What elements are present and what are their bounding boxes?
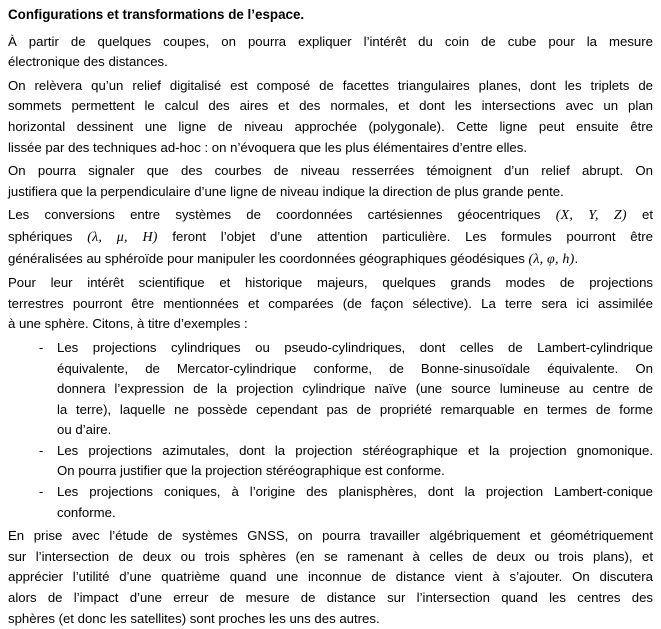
dash-bullet-icon: - xyxy=(39,484,44,500)
list-item-text-azimutales xyxy=(57,441,653,482)
text-line xyxy=(8,76,653,97)
math-expression: (λ, μ, H) xyxy=(87,229,158,245)
text-run: sommets permettent le calcul des aires et des normales, et dont les intersections avec un plan xyxy=(8,98,653,114)
text-run: À partir de quelques coupes, on pourra expliquer l’intérêt du coin de cube pour la mesure xyxy=(8,33,653,49)
math-expression: (X, Y, Z) xyxy=(555,208,627,224)
paragraph-projections-intro xyxy=(8,273,653,335)
text-run: lissée par des techniques ad-hoc : on n’évoquera que les plus élémentaires d’entre elles. xyxy=(8,139,528,155)
text-line xyxy=(8,294,653,315)
text-run: généralisées au sphéroïde pour manipuler les coordonnées géographiques géodésiques xyxy=(8,250,529,266)
text-run: On relèvera qu’un relief digitalisé est composé de facettes triangulaires planes, dont les triplets de xyxy=(8,77,653,93)
text-line xyxy=(8,161,653,182)
math-expression: (λ, φ, h) xyxy=(528,251,575,267)
dash-bullet-icon: - xyxy=(39,442,44,458)
text-run: sphériques xyxy=(8,228,88,244)
list-item-text-cylindriques xyxy=(57,338,653,441)
text-line xyxy=(8,32,653,53)
text-run: ou d’aire. xyxy=(57,422,112,438)
list-item-coniques xyxy=(8,482,653,523)
text-line xyxy=(8,52,653,73)
text-line xyxy=(8,249,653,271)
text-run: Pour leur intérêt scientifique et historique majeurs, quelques grands modes de projections xyxy=(8,275,653,291)
text-line xyxy=(8,182,653,203)
text-line xyxy=(8,205,653,227)
text-line xyxy=(8,567,653,588)
text-run: apprécier l’utilité d’une quatrième quand une inconnue de distance vient à s’ajouter. On discutera xyxy=(8,569,653,585)
text-line xyxy=(57,503,653,524)
paragraph-conversions-coordonnees xyxy=(8,205,653,270)
text-run: En prise avec l’étude de systèmes GNSS, on pourra travailler algébriquement et géométriquement xyxy=(8,528,653,544)
text-run: alors de l’impact d’une erreur de mesure de distance sur l’intersection quand les centres des xyxy=(8,590,653,606)
text-run: Les projections azimutales, dont la projection stéréographique et la projection gnomonique. xyxy=(57,442,653,458)
text-run: Les projections cylindriques ou pseudo-cylindriques, dont celles de Lambert-cylindrique xyxy=(57,339,653,355)
text-run: sphères (et donc les satellites) sont proches les uns des autres. xyxy=(8,610,380,626)
text-line xyxy=(8,609,653,629)
dash-bullet-icon: - xyxy=(39,339,44,355)
text-line xyxy=(8,227,653,249)
text-run: On pourra justifier que la projection stéréographique est conforme. xyxy=(57,463,445,479)
text-run: sur l’intersection de deux ou trois sphères (en se ramenant à celles de deux ou trois plans), et xyxy=(8,548,653,564)
list-item-text-coniques xyxy=(57,482,653,523)
text-run: horizontal dessinent une ligne de niveau approchée (polygonale). Cette ligne peut ensuite être xyxy=(8,118,653,134)
text-line xyxy=(57,379,653,400)
text-line xyxy=(8,526,653,547)
text-run: à une sphère. Citons, à titre d’exemples : xyxy=(8,316,248,332)
text-run: Les projections coniques, à l’origine des planisphères, dont la projection Lambert-conique xyxy=(57,484,653,500)
text-run: Les conversions entre systèmes de coordonnées cartésiennes géocentriques xyxy=(8,207,556,223)
text-line xyxy=(57,400,653,421)
projections-list xyxy=(8,338,653,523)
paragraph-courbes-de-niveau xyxy=(8,161,653,202)
text-line xyxy=(57,420,653,441)
text-line xyxy=(57,482,653,503)
text-run: conforme. xyxy=(57,504,116,520)
text-run: terrestres pourront être mentionnées et comparées (de façon sélective). La terre sera ici assimilée xyxy=(8,295,653,311)
text-run: . xyxy=(574,250,579,266)
text-line xyxy=(8,117,653,138)
text-line xyxy=(8,96,653,117)
paragraph-coin-de-cube xyxy=(8,32,653,73)
document-title: Configurations et transformations de l’espace. xyxy=(8,7,305,22)
text-run: la terre), laquelle ne possède cependant pas de propriété remarquable en termes de forme xyxy=(57,401,653,417)
text-line xyxy=(57,441,653,462)
text-line xyxy=(8,588,653,609)
text-line xyxy=(8,138,653,159)
list-item-cylindriques xyxy=(8,338,653,441)
text-line xyxy=(57,461,653,482)
paragraph-gnss xyxy=(8,526,653,629)
text-run: équivalente, de Mercator-cylindrique conforme, de Bonne-sinusoïdale équivalente. On xyxy=(57,360,653,376)
text-run: donnera l’expression de la projection cylindrique naïve (une source lumineuse au centre de xyxy=(57,381,653,397)
text-run: électronique des distances. xyxy=(8,54,168,70)
text-run: On pourra signaler que des courbes de niveau resserrées témoignent d’un relief abrupt. On xyxy=(8,163,653,179)
text-line xyxy=(8,547,653,568)
text-run: feront l’objet d’une attention particulière. Les formules pourront être xyxy=(157,228,653,244)
paragraph-relief-digitalise xyxy=(8,76,653,158)
text-line xyxy=(8,273,653,294)
text-run: et xyxy=(626,207,654,223)
text-run: justifiera que la perpendiculaire d’une ligne de niveau indique la direction de plus grande pente. xyxy=(8,183,564,199)
list-item-azimutales xyxy=(8,441,653,482)
text-line xyxy=(57,359,653,380)
text-line xyxy=(8,314,653,335)
text-line xyxy=(57,338,653,359)
